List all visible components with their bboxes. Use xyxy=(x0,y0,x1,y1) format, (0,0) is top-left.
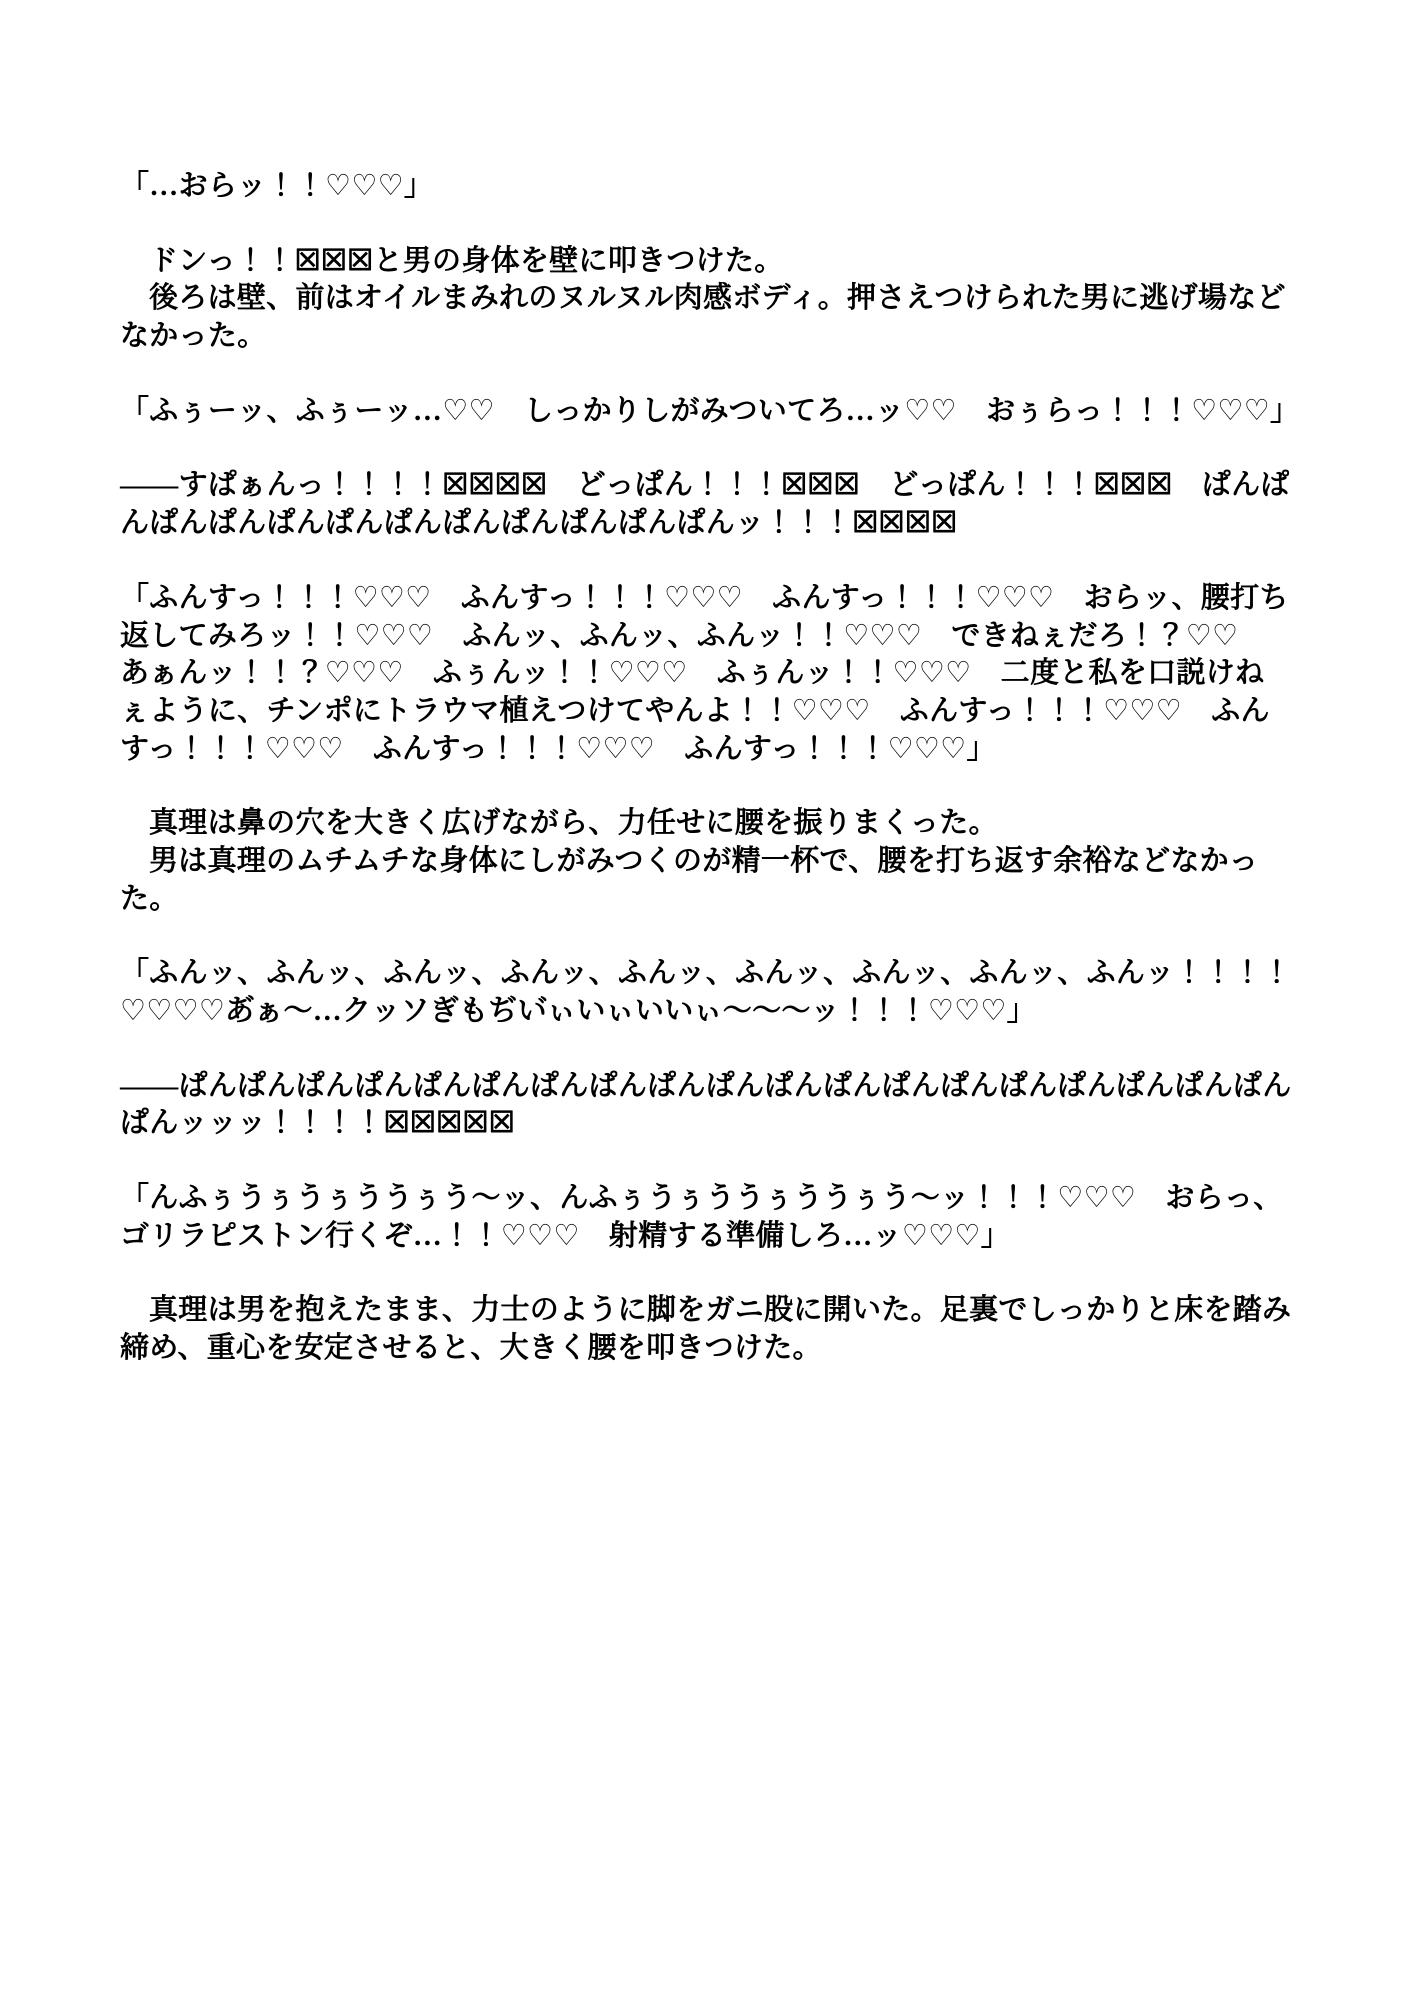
narration-line: 男は真理のムチムチな身体にしがみつくのが精一杯で、腰を打ち返す余裕などなかった。 xyxy=(120,844,1259,915)
dialogue-line: 「んふぅうぅうぅううぅう～ッ、んふぅうぅううぅううぅう～ッ！！！♡♡♡ おらっ、ゴリラピストン行くぞ…！！♡♡♡ 射精する準備しろ…ッ♡♡♡」 xyxy=(120,1182,1283,1252)
paragraph-block xyxy=(120,955,1292,1030)
paragraph-block xyxy=(120,467,1292,542)
paragraph-block xyxy=(120,580,1292,768)
dialogue-line: 「ふんすっ！！！♡♡♡ ふんすっ！！！♡♡♡ ふんすっ！！！♡♡♡ おらッ、腰打ち返してみろッ！！♡♡♡ ふんッ、ふんッ、ふんッ！！♡♡♡ できねぇだろ！？♡♡ あぁんッ！！？♡♡♡ ふぅんッ！！♡♡♡ ふぅんッ！！♡♡♡ 二度と私を口説けねぇように、チンポにトラウマ植えつけてやんよ！！♡♡♡ ふんすっ！！！♡♡♡ ふんすっ！！！♡♡♡ ふんすっ！！！♡♡♡ ふんすっ！！！♡♡♡」 xyxy=(120,581,1289,765)
dialogue-line: 「ふんッ、ふんッ、ふんッ、ふんッ、ふんッ、ふんッ、ふんッ、ふんッ、ふんッ！！！！♡♡♡♡あ゙ぁ～…クッソぎもぢい゙ぃいぃいいぃ～～～ッ！！！♡♡♡」 xyxy=(120,957,1292,1027)
paragraph-block xyxy=(120,805,1292,918)
paragraph-block xyxy=(120,168,1292,206)
dialogue-line: 「ふぅーッ、ふぅーッ…♡♡ しっかりしがみついてろ…ッ♡♡ おぅらっ！！！♡♡♡」 xyxy=(120,394,1300,427)
narration-line: 後ろは壁、前はオイルまみれのヌルヌル肉感ボディ。押さえつけられた男に逃げ場などなかった。 xyxy=(120,282,1286,353)
paragraph-block xyxy=(120,1292,1292,1367)
narration-line: 真理は鼻の穴を大きく広げながら、力任せに腰を振りまくった。 xyxy=(149,807,998,840)
paragraph-block xyxy=(120,393,1300,431)
sfx-line: ――すぱぁんっ！！！！☒☒☒☒ どっぱん！！！☒☒☒ どっぱん！！！☒☒☒ ぱんぱんぱんぱんぱんぱんぱんぱんぱんぱんぱんぱんッ！！！☒☒☒☒ xyxy=(120,469,1290,540)
paragraph-block xyxy=(120,1068,1292,1143)
narration-line: 真理は男を抱えたまま、力士のように脚をガニ股に開いた。足裏でしっかりと床を踏み締め、重心を安定させると、大きく腰を叩きつけた。 xyxy=(120,1294,1292,1365)
paragraph-block xyxy=(120,243,1292,356)
paragraph-block xyxy=(120,1180,1292,1255)
dialogue-line: 「…おらッ！！♡♡♡」 xyxy=(120,170,434,202)
sfx-line: ――ぱんぱんぱんぱんぱんぱんぱんぱんぱんぱんぱんぱんぱんぱんぱんぱんぱんぱんぱんぱんッッッ！！！！☒☒☒☒☒ xyxy=(120,1069,1292,1140)
narration-line: ドンっ！！☒☒☒と男の身体を壁に叩きつけた。 xyxy=(149,244,784,277)
